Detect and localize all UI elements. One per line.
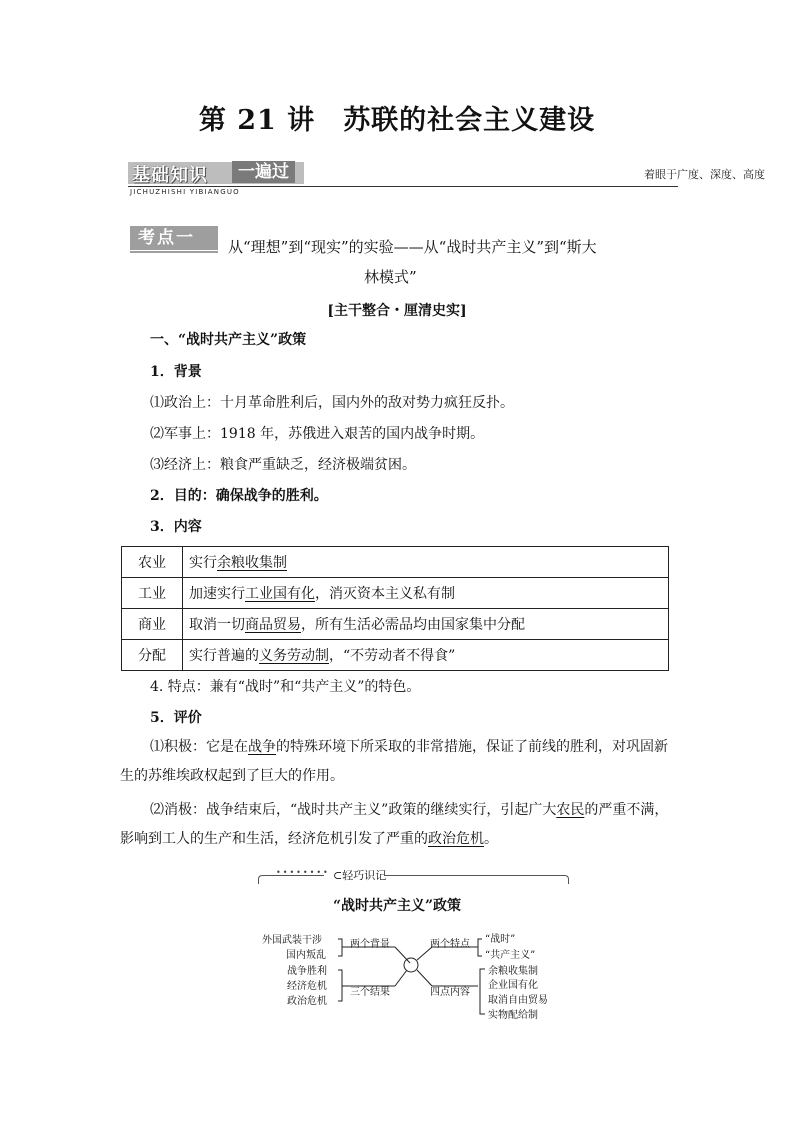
- bracket-right-bottom: [480, 969, 485, 1014]
- banner-slogan: 着眼于广度、深度、高度: [644, 168, 765, 181]
- evaluation-positive: ⑴积极：它是在战争的特殊环境下所采取的非常措施，保证了前线的胜利，对巩固新生的苏维埃政权起到了巨大的作用。: [120, 739, 668, 784]
- table-key: 工业: [122, 578, 183, 609]
- feature-text: 4. 特点：兼有“战时”和“共产主义”的特色。: [150, 679, 421, 695]
- feature-item-2: “共产主义”: [485, 950, 536, 961]
- bracket-right-top: [478, 939, 482, 956]
- kaodian-label: 考点一: [138, 228, 195, 248]
- content-item-3: 取消自由贸易: [488, 995, 548, 1006]
- table-value: 实行普遍的义务劳动制，“不劳动者不得食”: [183, 640, 669, 671]
- section-heading: 一、“战时共产主义”政策: [150, 332, 307, 348]
- table-value: 加速实行工业国有化，消灭资本主义私有制: [183, 578, 669, 609]
- content-item-4: 实物配给制: [488, 1010, 538, 1021]
- background-item-2: ⑵军事上：1918 年，苏俄进入艰苦的国内战争时期。: [150, 426, 485, 442]
- left-top-item-1: 外国武装干涉: [262, 935, 322, 946]
- left-bottom-item-2: 经济危机: [287, 981, 327, 992]
- kaodian-title-line2: 林模式”: [364, 268, 417, 286]
- background-heading: 1．背景: [150, 364, 202, 380]
- left-top-item-2: 国内叛乱: [286, 950, 326, 961]
- table-value: 取消一切商品贸易，所有生活必需品均由国家集中分配: [183, 609, 669, 640]
- bracket-left-top: [338, 939, 342, 956]
- memo-tag: ⊂轻巧识记: [333, 869, 387, 882]
- lecture-number: 第 21 讲: [198, 105, 316, 136]
- goal-text: 2．目的：确保战争的胜利。: [150, 488, 328, 504]
- kaodian-title-line1: 从“理想”到“现实”的实验——从“战时共产主义”到“斯大: [228, 238, 597, 256]
- left-bottom-item-3: 政治危机: [287, 996, 327, 1007]
- table-key: 农业: [122, 547, 183, 578]
- memo-dots: ••••••••: [276, 868, 330, 877]
- section-subheading: [主干整合・厘清史实]: [327, 303, 467, 319]
- feature-item-1: “战时”: [485, 934, 516, 945]
- bracket-left-bottom: [338, 970, 342, 1001]
- table-value: 实行余粮收集制: [183, 547, 669, 578]
- feature-label: 两个特点: [430, 939, 470, 950]
- left-bottom-item-1: 战争胜利: [287, 966, 327, 977]
- evaluation-heading: 5．评价: [150, 710, 202, 726]
- lecture-topic: 苏联的社会主义建设: [343, 105, 596, 136]
- line-background-diag: [395, 947, 410, 963]
- background-label: 两个背景: [350, 939, 390, 950]
- evaluation-negative: ⑵消极：战争结束后，“战时共产主义”政策的继续实行，引起广大农民的严重不满，影响到工人的生产和生活，经济危机引发了严重的政治危机。: [120, 802, 669, 847]
- background-item-3: ⑶经济上：粮食严重缺乏，经济极端贫困。: [150, 457, 416, 473]
- table-key: 分配: [122, 640, 183, 671]
- background-item-1: ⑴政治上：十月革命胜利后，国内外的敌对势力疯狂反扑。: [150, 395, 514, 411]
- center-node: [404, 958, 418, 972]
- content-heading: 3．内容: [150, 519, 202, 535]
- banner-sub-text: 一遍过: [232, 161, 295, 183]
- content-item-2: 企业国有化: [488, 980, 538, 991]
- content-label: 四点内容: [430, 987, 470, 998]
- banner-pinyin: JICHUZHISHI YIBIANGUO: [130, 188, 240, 196]
- result-label: 三个结果: [350, 987, 390, 998]
- table-key: 商业: [122, 609, 183, 640]
- line-result-diag: [395, 970, 407, 986]
- memo-title: “战时共产主义”政策: [332, 898, 462, 914]
- content-item-1: 余粮收集制: [488, 966, 538, 977]
- banner-main-text: 基础知识: [132, 165, 208, 186]
